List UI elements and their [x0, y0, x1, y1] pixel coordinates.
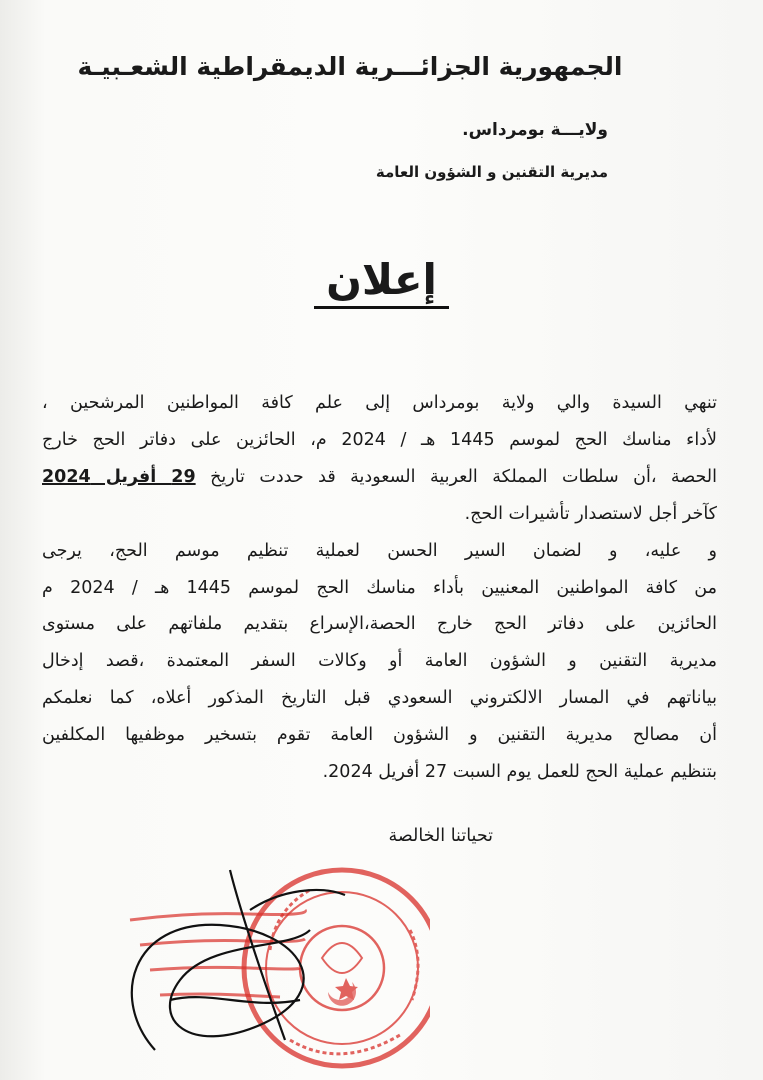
body-line: الحائزين على دفاتر الحج خارج الحصة،الإسراع بتقديم ملفاتهم على مستوى: [42, 614, 717, 635]
paragraph-1: [42, 385, 717, 533]
republic-header: الجمهورية الجزائـــرية الديمقراطية الشعـبيـة: [77, 52, 623, 81]
announcement-body: [42, 385, 717, 791]
body-line: أن مصالح مديرية التقنين و الشؤون العامة تقوم بتسخير موظفيها المكلفين: [42, 725, 717, 746]
body-line: كآخر أجل لاستصدار تأشيرات الحج.: [464, 503, 717, 524]
stamp-and-signature: [110, 850, 430, 1075]
wilaya-label: ولايـــة بومرداس.: [462, 120, 608, 140]
body-line: بتنظيم عملية الحج للعمل يوم السبت 27 أفريل 2024.: [322, 762, 717, 783]
body-line: الحصة ،أن سلطات المملكة العربية السعودية قد حددت تاريخ 29 أفريل 2024: [42, 466, 717, 487]
body-line: تنهي السيدة والي ولاية بومرداس إلى علم كافة المواطنين المرشحين ،: [42, 393, 717, 413]
directorate-label: مديرية التقنين و الشؤون العامة: [375, 163, 608, 181]
body-line: لأداء مناسك الحج لموسم 1445 هـ / 2024 م، الحائزين على دفاتر الحج خارج: [42, 429, 717, 450]
body-line: بياناتهم في المسار الالكتروني السعودي قبل التاريخ المذكور أعلاه، كما نعلمكم: [42, 688, 717, 709]
closing-greeting: تحياتنا الخالصة: [388, 826, 493, 846]
announcement-title-text: إعلان: [314, 255, 449, 309]
body-line: مديرية التقنين و الشؤون العامة أو وكالات السفر المعتمدة ،قصد إدخال: [42, 651, 717, 672]
deadline-date: 29 أفريل 2024: [42, 466, 196, 487]
announcement-title: [0, 255, 763, 309]
body-line: و عليه، و لضمان السير الحسن لعملية تنظيم موسم الحج، يرجى: [42, 540, 717, 561]
paragraph-2: [42, 533, 717, 791]
body-line: من كافة المواطنين المعنيين بأداء مناسك الحج لموسم 1445 هـ / 2024 م: [42, 577, 717, 598]
